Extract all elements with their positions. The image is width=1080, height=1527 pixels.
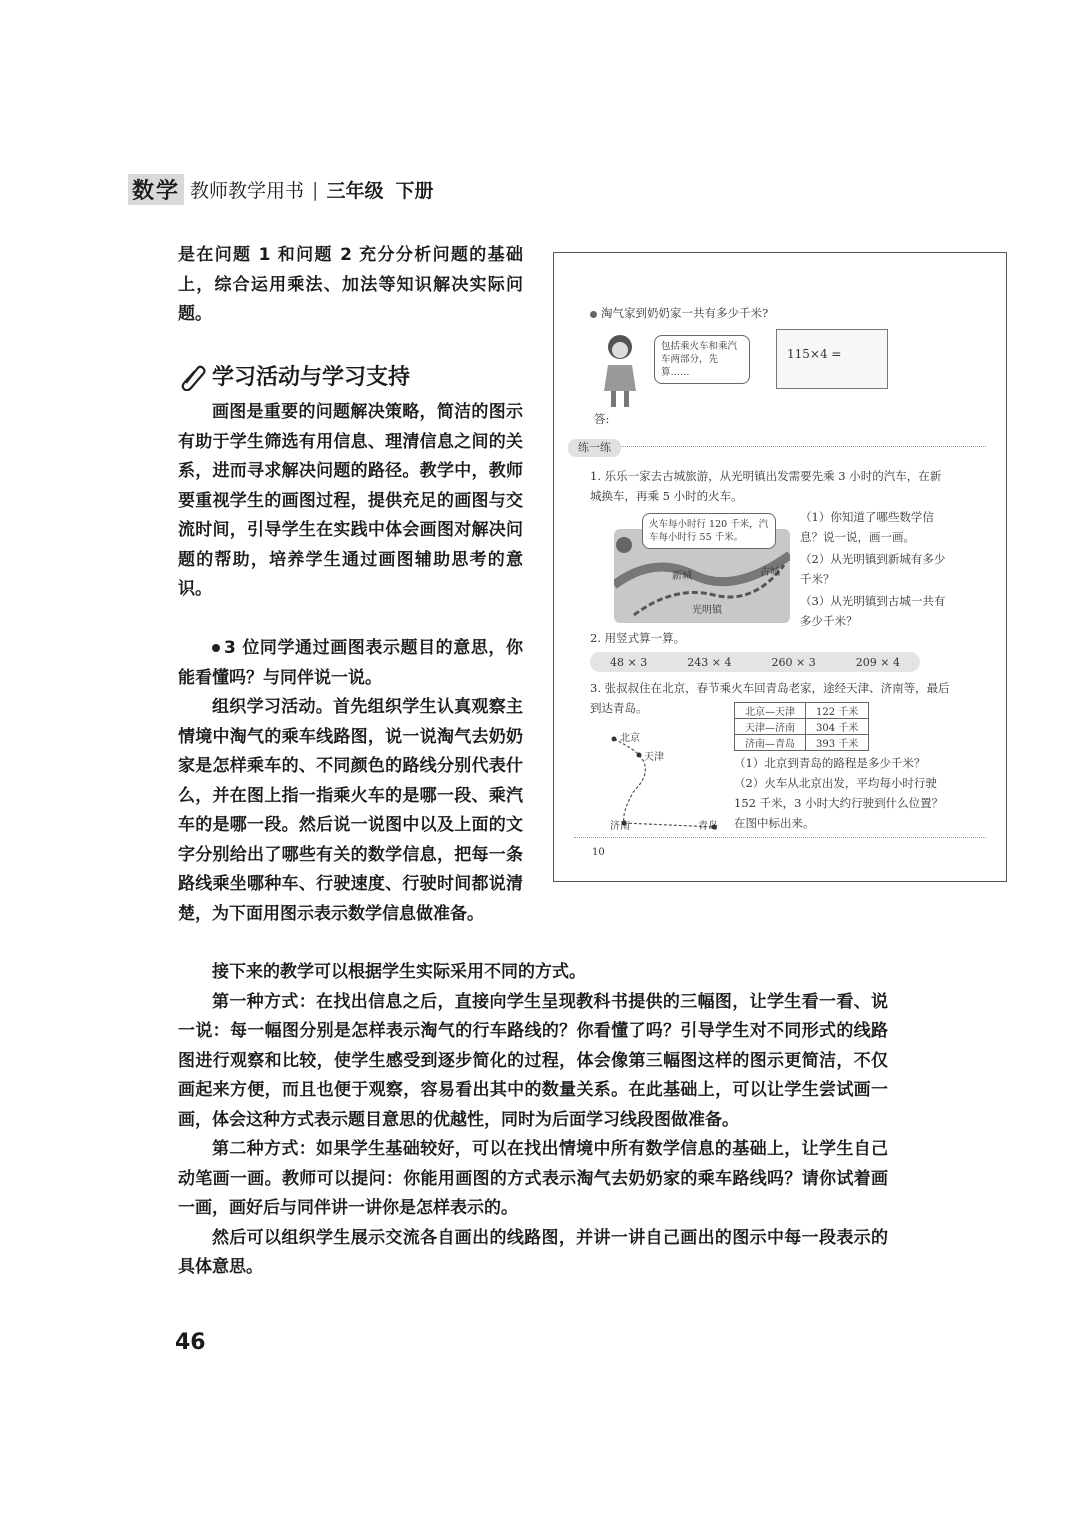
tb-q3-text: 3. 张叔叔住在北京，春节乘火车回青岛老家，途经天津、济南等，最后到达青岛。	[590, 681, 950, 715]
tb-bullet-icon	[590, 311, 597, 318]
tb-divider	[574, 446, 986, 447]
map-label-xincheng: 新城	[672, 571, 692, 582]
tb-q1-text: 1. 乐乐一家去古城旅游，从光明镇出发需要先乘 3 小时的汽车，在新城换车，再乘 5 小时的火车。	[590, 469, 942, 503]
tb-q2-item: 243 × 4	[687, 655, 732, 669]
tb-q1-sub2: （2）从光明镇到新城有多少千米？	[800, 552, 946, 586]
table-row	[735, 735, 869, 751]
strategy-paragraph: 画图是重要的问题解决策略，简洁的图示有助于学生筛选有用信息、理清信息之间的关系，进而寻求解决问题的路径。教学中，教师要重视学生的画图过程，提供充足的画图与交流时间，引导学生在实践中体会画图对解决问题的帮助，培养学生通过画图辅助思考的意识。	[178, 402, 523, 599]
full-text-block	[178, 958, 888, 1283]
route-label-jinan: 济南	[610, 821, 630, 832]
route-label-beijing: 北京	[620, 733, 640, 744]
practice-tag: 练一练	[568, 439, 621, 457]
section-title	[178, 360, 410, 391]
method-intro: 接下来的教学可以根据学生实际采用不同的方式。	[212, 962, 586, 982]
table-row	[735, 703, 869, 719]
girl-character-icon	[598, 331, 642, 411]
speed-bubble: 火车每小时行 120 千米，汽车每小时行 55 千米。	[642, 513, 776, 549]
strategy-paragraph-block	[178, 398, 523, 605]
volume-label: 下册	[395, 180, 434, 202]
header-divider: |	[312, 178, 319, 201]
route-label-tianjin: 天津	[644, 752, 664, 763]
tb-q3-sub2: （2）火车从北京出发，平均每小时行驶 152 千米，3 小时大约行驶到什么位置？在图中标出来。	[734, 776, 944, 830]
table-cell: 天津—济南	[735, 719, 806, 735]
activity-question: 3 位同学通过画图表示题目的意思，你能看懂吗？与同伴说一说。	[178, 638, 523, 688]
table-cell: 北京—天津	[735, 703, 806, 719]
tb-q2-text: 2. 用竖式算一算。	[590, 631, 686, 645]
intro-text	[178, 241, 523, 330]
tb-q2-item: 48 × 3	[610, 655, 648, 669]
map-label-guangming: 光明镇	[692, 605, 722, 616]
tb-q2-item: 209 × 4	[855, 655, 900, 669]
paperclip-icon	[178, 361, 208, 391]
subject-logo: 数学	[128, 174, 184, 205]
tb-question	[590, 303, 768, 323]
tb-answer-label: 答:	[594, 412, 610, 426]
method-one: 第一种方式：在找出信息之后，直接向学生呈现教科书提供的三幅图，让学生看一看、说一说：每一幅图分别是怎样表示淘气的行车路线的？你看懂了吗？引导学生对不同形式的线路图进行观察和比较，使学生感受到逐步简化的过程，体会像第三幅图这样的图示更简洁，不仅画起来方便，而且也便于观察，容易看出其中的数量关系。在此基础上，可以让学生尝试画一画，体会这种方式表示题目意思的优越性，同时为后面学习线段图做准备。	[178, 991, 888, 1130]
tb-q1-sub1: （1）你知道了哪些数学信息？说一说，画一画。	[800, 510, 934, 544]
route-label-qingdao: 青岛	[698, 821, 718, 832]
table-cell: 393 千米	[806, 735, 869, 751]
bullet-icon	[212, 644, 220, 652]
table-cell: 304 千米	[806, 719, 869, 735]
sticky-note	[776, 329, 888, 389]
tb-q2-item: 260 × 3	[771, 655, 816, 669]
distance-table	[734, 702, 869, 751]
tb-page-number: 10	[592, 847, 605, 858]
table-row	[735, 719, 869, 735]
activity-paragraph: 组织学习活动。首先组织学生认真观察主情境中淘气的乘车线路图，说一说淘气去奶奶家是怎样乘车的、不同颜色的路线分别代表什么，并在图上指一指乘火车的是哪一段、乘汽车的是哪一段。然后说一说图中以及上面的文字分别给出了哪些有关的数学信息，把每一条路线乘坐哪种车、行驶速度、行驶时间都说清楚，为下面用图示表示数学信息做准备。	[178, 697, 523, 924]
tb-bottom-divider	[574, 837, 986, 838]
intro-paragraph: 是在问题 1 和问题 2 充分分析问题的基础上，综合运用乘法、加法等知识解决实际问题。	[178, 245, 523, 324]
tb-q2-banner	[590, 652, 920, 672]
page-header	[128, 174, 433, 205]
grade-label: 三年级	[326, 180, 384, 202]
note-expression: 115×4 =	[787, 347, 842, 361]
table-cell: 122 千米	[806, 703, 869, 719]
method-two: 第二种方式：如果学生基础较好，可以在找出情境中所有数学信息的基础上，让学生自己动笔画一画。教师可以提问：你能用画图的方式表示淘气去奶奶家的乘车路线吗？请你试着画一画，画好后与同伴讲一讲你是怎样表示的。	[178, 1139, 888, 1218]
section-title-text: 学习活动与学习支持	[212, 365, 411, 390]
page-number: 46	[175, 1330, 206, 1355]
tb-question-text: 淘气家到奶奶家一共有多少千米?	[601, 306, 769, 320]
tb-q1-sub3: （3）从光明镇到古城一共有多少千米？	[800, 594, 946, 628]
girl-speech-bubble: 包括乘火车和乘汽车两部分，先算……	[654, 335, 750, 384]
map-label-gucheng: 古城	[760, 567, 780, 578]
tb-q3-sub1: （1）北京到青岛的路程是多少千米？	[734, 756, 926, 770]
activity-block	[178, 634, 523, 929]
textbook-page-image	[553, 252, 1007, 882]
book-name: 教师教学用书	[190, 180, 305, 202]
method-followup: 然后可以组织学生展示交流各自画出的线路图，并讲一讲自己画出的图示中每一段表示的具体意思。	[178, 1227, 888, 1277]
table-cell: 济南—青岛	[735, 735, 806, 751]
